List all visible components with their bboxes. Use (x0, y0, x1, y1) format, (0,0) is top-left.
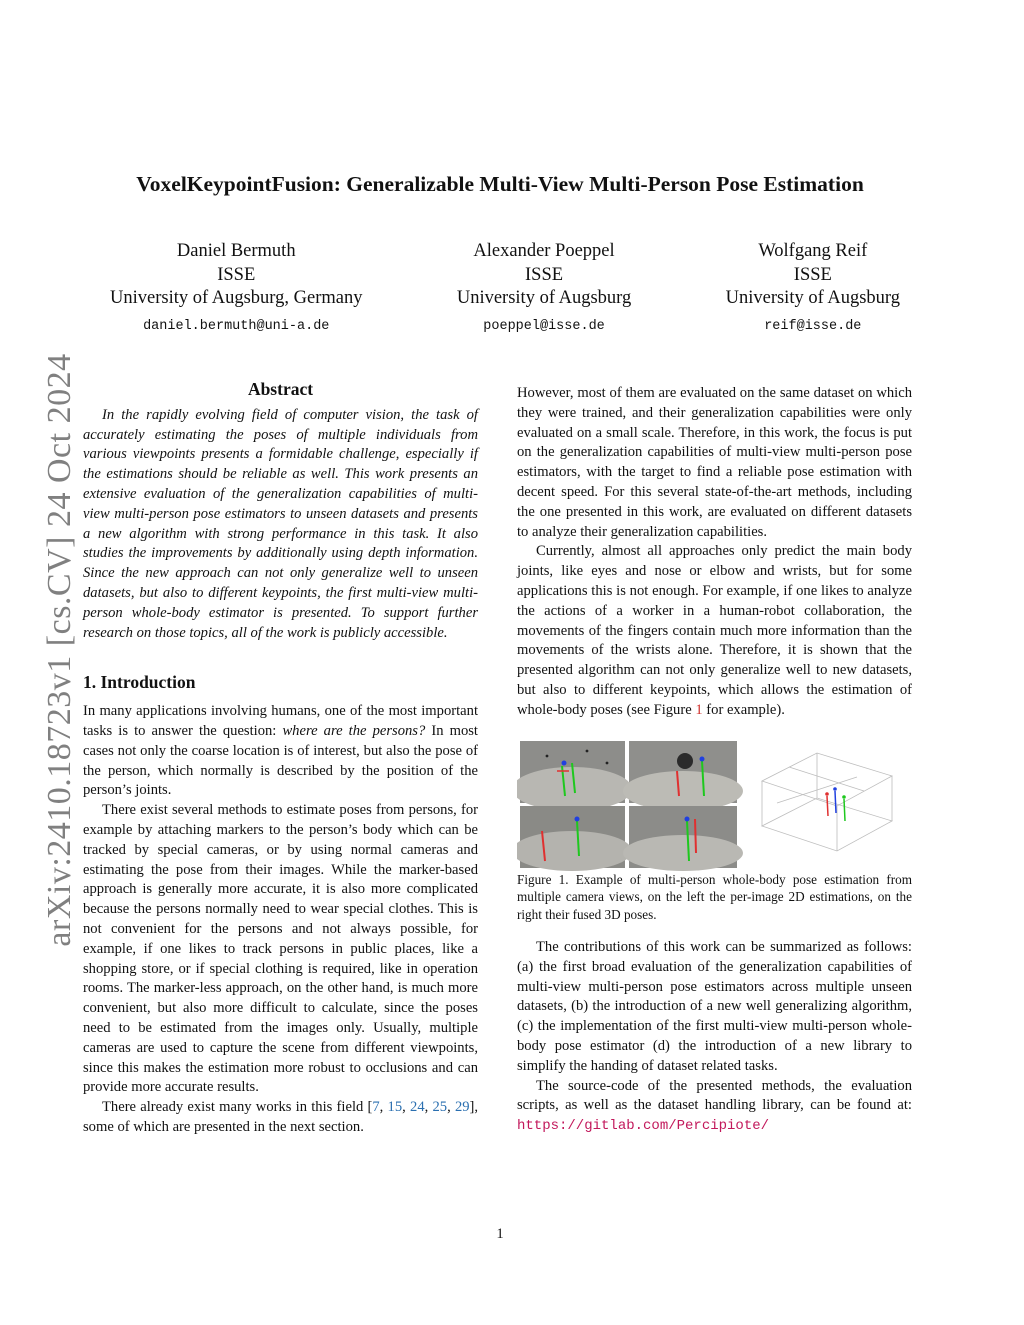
text-run: In most cases not only the coarse location is of interest, but also the pose of the person, which normally is described by the position of the person’s joints. (83, 722, 478, 799)
source-code-link[interactable]: https://gitlab.com/Percipiote/ (517, 1118, 770, 1135)
figure-1-graphic (517, 741, 912, 871)
arxiv-stamp: arXiv:2410.18723v1 [cs.CV] 24 Oct 2024 (41, 353, 78, 947)
right-paragraph-2 (517, 542, 912, 720)
page-number: 1 (496, 1226, 504, 1242)
paper-title: VoxelKeypointFusion: Generalizable Multi-View Multi-Person Pose Estimation (136, 172, 864, 196)
citation-link[interactable]: 25 (432, 1099, 448, 1116)
author-dept: ISSE (793, 264, 832, 285)
author-2 (457, 240, 631, 338)
citation-link[interactable]: 15 (387, 1099, 403, 1116)
author-name: Alexander Poeppel (473, 241, 615, 261)
author-email[interactable]: reif@isse.de (764, 318, 862, 334)
section-heading-introduction: 1. Introduction (83, 672, 196, 693)
author-email[interactable]: daniel.bermuth@uni-a.de (143, 318, 330, 334)
citation-link[interactable]: 24 (410, 1099, 425, 1116)
3d-skeletons (825, 787, 846, 821)
author-dept: ISSE (525, 264, 564, 285)
text-run: Currently, almost all approaches only predict the main body joints, like eyes and nose or elbow and wrists, but for some applications this is not enough. For example, if one likes to analyze the actions of a worker in a human-robot collaboration, the movements of the fingers contain much more information than the movements of the wrists alone. Therefore, it is shown that the presented algorithm can not only generalize well to new datasets, but also to different keypoints, which allows the estimation of whole-body poses (see Figure (517, 543, 912, 718)
intro-paragraph-2: There exist several methods to estimate poses from persons, for example by attaching markers to the person’s body which can be tracked by special cameras, or by using normal cameras and estimating the pose from their images. While the marker-based approach is generally more accurate, it is also more complicated because the persons normally need to wear special clothes. This is not convenient for the persons and not always possible, for example, if one likes to track persons in public places, like a shopping store, or if special clothing is required, like in operation rooms. The marker-less approach, on the other hand, is much more convenient, but also more difficult to calculate, since the poses need to be estimated from the images only. Usually, multiple cameras are used to capture the scene from different viewpoints, since this makes the estimation more robust to occlusions and can provide more accurate results. (83, 802, 478, 1096)
author-name: Daniel Bermuth (176, 241, 296, 261)
text-run: There already exist many works in this field [ (102, 1099, 373, 1116)
intro-paragraph-1 (83, 702, 478, 801)
figure-1-caption: Figure 1. Example of multi-person whole-body pose estimation from multiple camera views, on the left the per-image 2D estimations, on the right their fused 3D poses. (517, 871, 912, 923)
camera-view-image (623, 741, 743, 811)
figure-1 (517, 741, 912, 871)
camera-view-image (517, 741, 632, 811)
author-affiliation: University of Augsburg (456, 288, 632, 308)
text-run: In many applications involving humans, one of the most important tasks is to answer the question: (83, 703, 478, 739)
author-1 (110, 240, 362, 338)
author-3 (726, 240, 900, 338)
right-column (517, 384, 912, 1137)
author-dept: ISSE (217, 264, 256, 285)
intro-paragraph-3 (83, 1098, 478, 1138)
left-column (83, 380, 478, 1138)
author-affiliation: University of Augsburg (725, 288, 900, 308)
citation-link[interactable]: 29 (454, 1099, 470, 1116)
author-email[interactable]: poeppel@isse.de (483, 318, 605, 334)
author-name: Wolfgang Reif (758, 241, 868, 261)
separator: , (447, 1099, 455, 1116)
citation-link[interactable]: 7 (372, 1099, 380, 1116)
author-affiliation: University of Augsburg, Germany (110, 288, 363, 308)
text-run: ], some of which are presented in the next section. (83, 1099, 479, 1135)
right-paragraph-1: However, most of them are evaluated on the same dataset on which they were trained, and their generalization capabilities were only evaluated on a small scale. Therefore, in this work, the focus is put on the generalization capabilities of multi-view multi-person pose estimators, with the target to find a reliable pose estimation with decent speed. For this several state-of-the-art methods, including the one presented in this work, are evaluated on different datasets to analyze their generalization capabilities. (517, 385, 912, 540)
emphasis-text: where are the persons? (282, 722, 426, 739)
separator: , (424, 1099, 433, 1116)
abstract-text: In the rapidly evolving field of computer vision, the task of accurately estimating the poses of multiple individuals from various viewpoints presents a formidable challenge, especially if the estimations should be reliable as well. This work presents an extensive evaluation of the generalization capabilities of multi-view multi-person pose estimators to unseen datasets and presents a new algorithm with strong performance in this task. It also studies the improvements by additionally using depth information. Since the new approach can not only generalize well to unseen datasets, but also to different keypoints, the first multi-view multi-person whole-body estimator is presented. To support further research on those topics, all of the work is publicly accessible. (83, 406, 478, 641)
abstract-heading: Abstract (247, 379, 314, 399)
text-run: for example). (702, 701, 785, 718)
camera-view-image (623, 806, 743, 871)
figure-reference-link[interactable]: 1 (695, 701, 703, 718)
author-block (110, 240, 900, 338)
camera-view-image (517, 806, 632, 871)
separator: , (379, 1099, 388, 1116)
right-paragraph-3: The contributions of this work can be summarized as follows: (a) the first broad evaluation of the generalization capabilities of multi-view multi-person pose estimators across multiple unseen datasets, (b) the introduction of a new well generalizing algorithm, (c) the implementation of the first multi-view multi-person whole-body pose estimator (d) the introduction of a new library to simplify the handing of dataset related tasks. (517, 938, 912, 1074)
separator: , (402, 1099, 411, 1116)
right-paragraph-4 (517, 1077, 912, 1137)
text-run: The source-code of the presented methods, the evaluation scripts, as well as the dataset handling library, can be found at: (517, 1077, 912, 1114)
